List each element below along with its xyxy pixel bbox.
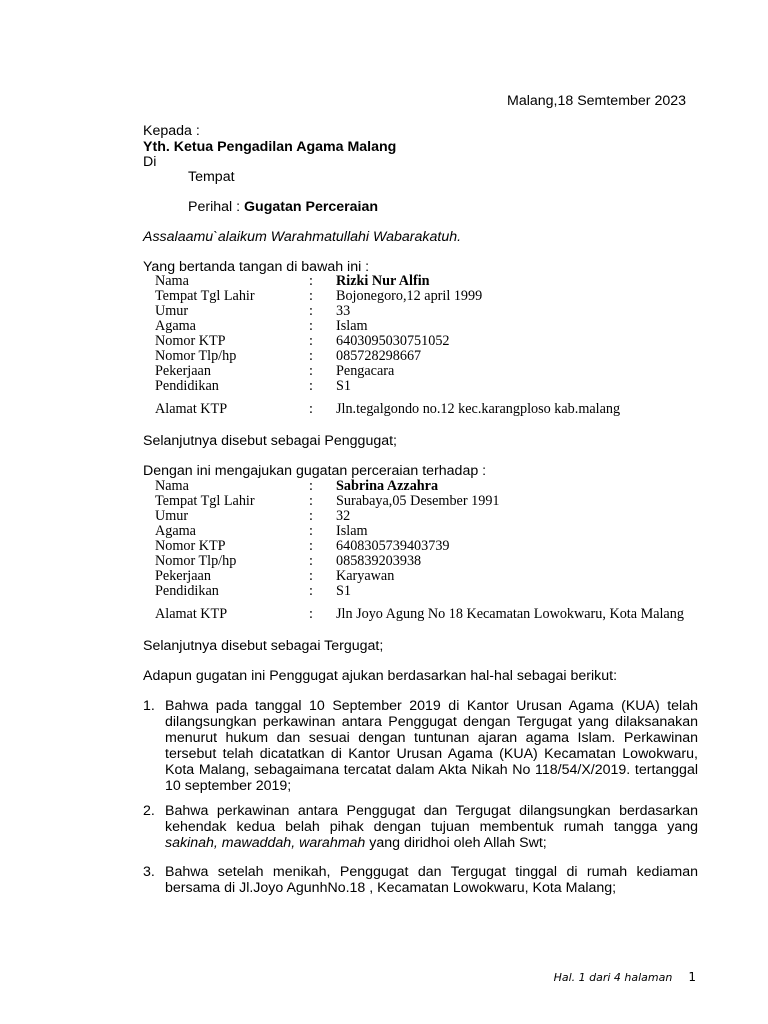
plaintiff-row-agama: Agama : Islam [155,318,368,334]
defendant-note: Selanjutnya disebut sebagai Tergugat; [143,638,384,654]
page-number: 1 [688,970,696,984]
plaintiff-note: Selanjutnya disebut sebagai Penggugat; [143,433,397,449]
perihal-label: Perihal : [188,199,244,215]
point-text: Bahwa pada tanggal 10 September 2019 di Kantor Urusan Agama (KUA) telah dilangsungkan perkawinan antara Penggugat dengan Tergugat yang dilaksanakan menurut hukum dan sesuai dengan tuntunan ajaran agama Islam. Perkawinan tersebut telah dicatatkan di Kantor Urusan Agama (KUA) Kecamatan Lowokwaru, Kota Malang, sebagaimana tercatat dalam Akta Nikah No 118/54/X/2019. tertanggal 10 september 2019; [165,698,698,794]
plaintiff-intro: Yang bertanda tangan di bawah ini : [143,259,370,275]
defendant-row-agama: Agama : Islam [155,523,368,539]
page-footer [554,970,696,984]
defendant-name: Sabrina Azzahra [336,478,439,494]
tempat-label: Tempat [188,169,235,185]
defendant-row-phone: Nomor Tlp/hp : 085839203938 [155,553,422,569]
plaintiff-name: Rizki Nur Alfin [336,273,430,289]
point-number: 3. [143,864,155,880]
defendant-identity [155,479,715,622]
defendant-row-umur: Umur : 32 [155,508,351,524]
point-text: Bahwa setelah menikah, Penggugat dan Tergugat tinggal di rumah kediaman bersama di Jl.Joyo AgunhNo.18 , Kecamatan Lowokwaru, Kota Malang; [165,864,698,896]
plaintiff-row-ttl: Tempat Tgl Lahir : Bojonegoro,12 april 1999 [155,288,483,304]
plaintiff-row-umur: Umur : 33 [155,303,351,319]
point-number: 2. [143,803,155,819]
point-text: Bahwa perkawinan antara Penggugat dan Tergugat dilangsungkan berdasarkan kehendak kedua belah pihak dengan tujuan membentuk rumah tangga yang sakinah, mawaddah, warahmah yang diridhoi oleh Allah Swt; [165,803,698,851]
plaintiff-row-address: Alamat KTP : Jln.tegalgondo no.12 kec.karangploso kab.malang [155,401,621,417]
defendant-intro: Dengan ini mengajukan gugatan perceraian terhadap : [143,463,487,479]
plaintiff-row-phone: Nomor Tlp/hp : 085728298667 [155,348,422,364]
defendant-row-edu: Pendidikan : S1 [155,583,351,599]
plaintiff-row-ktp: Nomor KTP : 6403095030751052 [155,333,450,349]
defendant-row-job: Pekerjaan : Karyawan [155,568,395,584]
defendant-row-address: Alamat KTP : Jln Joyo Agung No 18 Kecamatan Lowokwaru, Kota Malang [155,606,684,622]
point-text-italic: sakinah, mawaddah, warahmah [165,835,366,851]
point-number: 1. [143,698,155,714]
letter-date: Malang,18 Semtember 2023 [507,93,687,109]
defendant-row-ttl: Tempat Tgl Lahir : Surabaya,05 Desember 1991 [155,493,500,509]
plaintiff-row-edu: Pendidikan : S1 [155,378,351,394]
defendant-row-nama: Nama : Sabrina Azzahra [155,478,439,494]
perihal-value: Gugatan Perceraian [244,199,379,215]
plaintiff-row-nama: Nama : Rizki Nur Alfin [155,273,430,289]
kepada-label: Kepada : [143,123,200,139]
greeting: Assalaamu`alaikum Warahmatullahi Wabarakatuh. [143,229,462,245]
footer-text: Hal. 1 dari 4 halaman [553,971,673,984]
perihal [188,199,378,215]
basis-intro: Adapun gugatan ini Penggugat ajukan berdasarkan hal-hal sebagai berikut: [143,668,618,684]
defendant-row-ktp: Nomor KTP : 6408305739403739 [155,538,450,554]
plaintiff-identity [155,274,715,417]
di-label: Di [143,154,157,170]
plaintiff-row-job: Pekerjaan : Pengacara [155,363,395,379]
recipient: Yth. Ketua Pengadilan Agama Malang [143,139,397,155]
